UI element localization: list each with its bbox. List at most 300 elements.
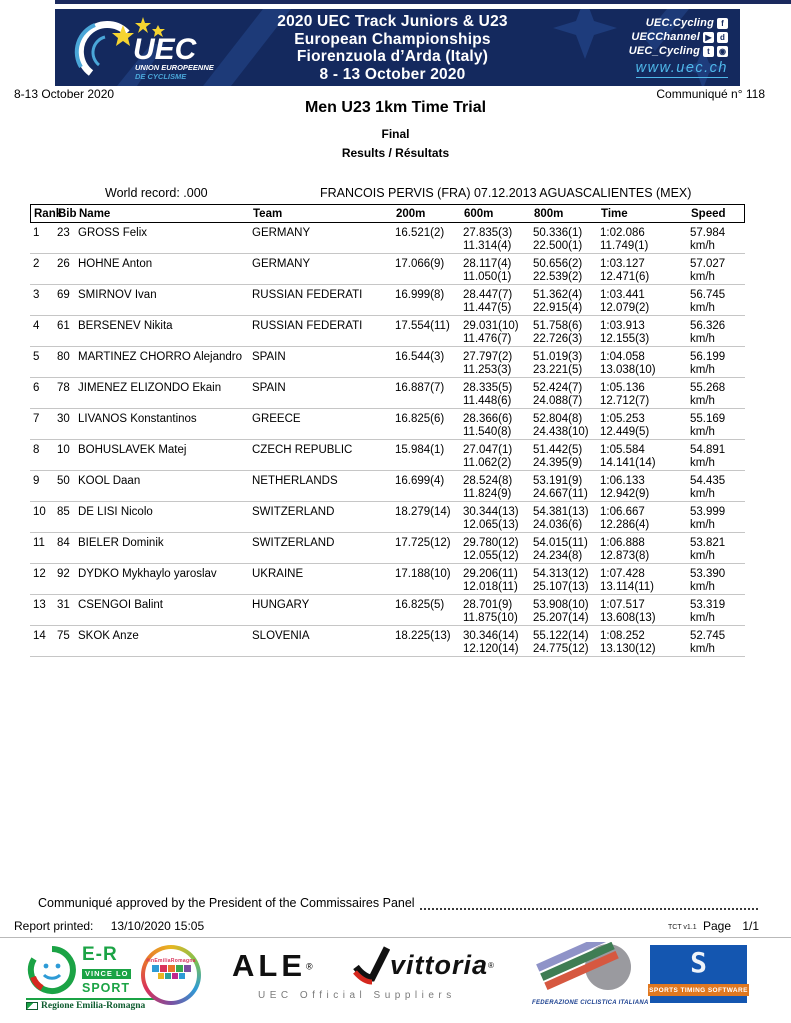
cell-800m-last: 24.036(6) <box>533 518 583 531</box>
cell-800m <box>533 506 600 531</box>
cell-600m-last: 12.055(12) <box>463 549 519 562</box>
cell-time-total: 1:03.441 <box>600 289 645 301</box>
cell-800m <box>533 351 600 376</box>
cell-name: SKOK Anze <box>78 630 139 642</box>
cell-bib: 31 <box>57 599 70 611</box>
cell-time-last: 12.286(4) <box>600 518 650 531</box>
cell-time <box>600 351 690 376</box>
cell-800m <box>533 599 600 624</box>
cell-time <box>600 413 690 438</box>
cell-team: GERMANY <box>252 258 311 270</box>
cell-speed: 55.169 km/h <box>690 413 726 438</box>
facebook-icon: f <box>717 18 728 29</box>
results-label: Results / Résultats <box>341 146 450 160</box>
table-row <box>30 223 745 254</box>
cell-team: CZECH REPUBLIC <box>252 444 353 456</box>
cell-600m <box>463 289 533 314</box>
cell-team: GREECE <box>252 413 301 425</box>
cell-800m <box>533 568 600 593</box>
cell-rank: 9 <box>33 475 40 487</box>
banner-title-line4: 8 - 13 October 2020 <box>319 65 466 83</box>
cell-speed: 52.745 km/h <box>690 630 726 655</box>
cell-600m <box>463 227 533 252</box>
cell-time <box>600 475 690 500</box>
cell-600m-split: 28.524(8) <box>463 475 513 487</box>
cell-800m <box>533 258 600 283</box>
world-record-holder: FRANCOIS PERVIS (FRA) 07.12.2013 AGUASCALIENTES (MEX) <box>320 186 692 200</box>
page-label: Page <box>703 919 732 933</box>
column-header-800m: 800m <box>534 207 564 220</box>
cell-name: JIMENEZ ELIZONDO Ekain <box>78 382 222 394</box>
cell-time-last: 12.449(5) <box>600 425 650 438</box>
cell-bib: 26 <box>57 258 70 270</box>
cell-600m-split: 27.047(1) <box>463 444 513 456</box>
column-header-team: Team <box>253 207 283 220</box>
uec-official-suppliers-caption: UEC Official Suppliers <box>258 990 456 1001</box>
iner-mosaic-row1 <box>145 965 197 972</box>
cell-600m-split: 28.701(9) <box>463 599 513 611</box>
in-emilia-romagna-hashtag: #inEmiliaRomagna <box>146 958 196 964</box>
table-row <box>30 316 745 347</box>
banner-title-line2: European Championships <box>294 30 491 48</box>
social-row-facebook[interactable] <box>629 16 728 30</box>
cell-bib: 75 <box>57 630 70 642</box>
cell-600m-split: 30.344(13) <box>463 506 519 518</box>
column-header-speed: Speed <box>691 207 726 220</box>
cell-800m <box>533 444 600 469</box>
cell-time-total: 1:08.252 <box>600 630 645 642</box>
dailymotion-icon: d <box>717 32 728 43</box>
cell-time-last: 12.079(2) <box>600 301 650 314</box>
column-header-bib: Bib <box>58 207 77 220</box>
column-header-name: Name <box>79 207 111 220</box>
table-row <box>30 502 745 533</box>
world-record-label: World record: .000 <box>105 186 208 200</box>
vittoria-brand: vittoria <box>390 949 489 980</box>
cell-speed: 53.390 km/h <box>690 568 726 593</box>
table-row <box>30 471 745 502</box>
cell-200m: 15.984(1) <box>395 444 445 456</box>
banner-title <box>195 13 590 83</box>
cell-bib: 85 <box>57 506 70 518</box>
cell-600m-split: 29.780(12) <box>463 537 519 549</box>
event-date-range: 8-13 October 2020 <box>14 87 115 101</box>
event-title: Men U23 1km Time Trial <box>304 99 487 116</box>
cell-600m <box>463 630 533 655</box>
cell-time-last: 11.749(1) <box>600 239 649 252</box>
sports-timing-software-logo <box>650 945 747 1003</box>
table-row <box>30 285 745 316</box>
cell-rank: 5 <box>33 351 40 363</box>
cell-600m <box>463 320 533 345</box>
cell-speed: 53.821 km/h <box>690 537 726 562</box>
cell-time-total: 1:06.133 <box>600 475 645 487</box>
cell-name: BOHUSLAVEK Matej <box>78 444 187 456</box>
cell-speed: 55.268 km/h <box>690 382 726 407</box>
cell-speed: 57.984 km/h <box>690 227 726 252</box>
cell-200m: 16.887(7) <box>395 382 445 394</box>
cell-speed: 57.027 km/h <box>690 258 726 283</box>
table-row <box>30 440 745 471</box>
cell-200m: 17.066(9) <box>395 258 445 270</box>
cell-bib: 69 <box>57 289 70 301</box>
cell-name: DYDKO Mykhaylo yaroslav <box>78 568 217 580</box>
sts-orange-band <box>648 984 749 996</box>
social-row-twitter[interactable] <box>629 44 728 58</box>
cell-200m: 17.554(11) <box>395 320 450 332</box>
cell-800m-split: 51.362(4) <box>533 289 583 301</box>
star-icon <box>135 17 151 33</box>
page-value: 1/1 <box>742 919 760 933</box>
cell-600m-last: 11.314(4) <box>463 239 512 252</box>
instagram-icon: ◉ <box>717 46 728 57</box>
cell-600m-last: 11.540(8) <box>463 425 512 438</box>
cell-200m: 18.279(14) <box>395 506 451 518</box>
results-table-body <box>30 223 745 657</box>
vittoria-v-icon <box>352 945 390 985</box>
cell-800m-split: 53.908(10) <box>533 599 589 611</box>
ale-logo <box>232 950 313 981</box>
social-links <box>629 16 728 78</box>
signature-dotted-line <box>420 908 758 910</box>
cell-800m <box>533 227 600 252</box>
youtube-label: UECChannel <box>631 31 700 43</box>
software-version: TCT v1.1 <box>668 924 697 931</box>
cell-time-last: 13.608(13) <box>600 611 656 624</box>
cell-time-total: 1:05.584 <box>600 444 645 456</box>
uec-swirl-blue-inner <box>93 37 105 65</box>
cell-800m-last: 24.088(7) <box>533 394 583 407</box>
cell-200m: 16.825(6) <box>395 413 445 425</box>
column-header-rank: Rank <box>34 207 63 220</box>
banner-title-line3: Fiorenzuola d’Arda (Italy) <box>296 48 489 65</box>
cell-800m <box>533 320 600 345</box>
column-header-200m: 200m <box>396 207 426 220</box>
table-row <box>30 254 745 285</box>
cell-600m-split: 30.346(14) <box>463 630 519 642</box>
cell-600m-split: 29.031(10) <box>463 320 519 332</box>
cell-600m-split: 28.447(7) <box>463 289 513 301</box>
cell-600m-last: 12.018(11) <box>463 580 518 593</box>
uec-logo-org1: UNION EUROPEENNE <box>135 63 214 72</box>
cell-600m-split: 27.835(3) <box>463 227 513 239</box>
cell-bib: 10 <box>57 444 70 456</box>
sts-caption: SPORTS TIMING SOFTWARE <box>649 986 748 994</box>
cell-800m <box>533 413 600 438</box>
table-row <box>30 626 745 657</box>
sts-s-letter: S <box>690 946 707 979</box>
cell-200m: 16.699(4) <box>395 475 445 487</box>
cell-600m-split: 28.366(6) <box>463 413 513 425</box>
er-region-label: Regione Emilia-Romagna <box>41 1001 146 1011</box>
table-row <box>30 409 745 440</box>
cell-800m <box>533 537 600 562</box>
cell-600m <box>463 444 533 469</box>
cell-rank: 6 <box>33 382 40 394</box>
world-record-row <box>30 186 745 201</box>
er-smiley-icon <box>26 944 78 996</box>
cell-time-last: 13.038(10) <box>600 363 656 376</box>
fci-logo <box>532 942 649 1006</box>
cell-rank: 14 <box>33 630 46 642</box>
report-printed-label: Report printed: <box>14 919 94 933</box>
cell-name: KOOL Daan <box>78 475 141 487</box>
cell-800m-last: 24.234(8) <box>533 549 583 562</box>
social-row-youtube[interactable] <box>629 30 728 44</box>
cell-800m-last: 22.539(2) <box>533 270 583 283</box>
er-vince-lo: VINCE LO <box>82 969 131 979</box>
cell-time-total: 1:03.913 <box>600 320 645 332</box>
cell-name: MARTINEZ CHORRO Alejandro <box>78 351 243 363</box>
cell-800m-last: 22.726(3) <box>533 332 583 345</box>
cell-bib: 84 <box>57 537 70 549</box>
cell-800m-split: 51.442(5) <box>533 444 583 456</box>
cell-rank: 12 <box>33 568 46 580</box>
cell-time-last: 12.942(9) <box>600 487 650 500</box>
cell-600m-last: 12.065(13) <box>463 518 519 531</box>
cell-600m-last: 11.050(1) <box>463 270 512 283</box>
top-accent-line <box>55 0 791 4</box>
cell-time <box>600 258 690 283</box>
cell-600m-last: 11.447(5) <box>463 301 512 314</box>
cell-team: NETHERLANDS <box>252 475 338 487</box>
cell-time <box>600 568 690 593</box>
fci-emblem-icon <box>532 942 642 994</box>
cell-800m <box>533 382 600 407</box>
cell-rank: 7 <box>33 413 40 425</box>
round-title: Final <box>381 127 410 141</box>
cell-800m-last: 23.221(5) <box>533 363 583 376</box>
cell-800m-split: 54.313(12) <box>533 568 589 580</box>
facebook-label: UEC.Cycling <box>645 17 714 29</box>
cell-time-last: 12.155(3) <box>600 332 650 345</box>
cell-time <box>600 599 690 624</box>
cell-600m <box>463 351 533 376</box>
cell-800m <box>533 289 600 314</box>
cell-800m-split: 51.019(3) <box>533 351 583 363</box>
cell-600m <box>463 382 533 407</box>
cell-800m-last: 25.207(14) <box>533 611 589 624</box>
cell-200m: 16.999(8) <box>395 289 445 301</box>
er-flag-icon <box>26 1002 38 1010</box>
cell-bib: 80 <box>57 351 70 363</box>
cell-name: SMIRNOV Ivan <box>78 289 157 301</box>
cell-speed: 53.319 km/h <box>690 599 726 624</box>
cell-600m <box>463 537 533 562</box>
cell-800m-last: 22.500(1) <box>533 239 583 252</box>
cell-600m-last: 11.448(6) <box>463 394 512 407</box>
cell-time <box>600 382 690 407</box>
cell-800m-split: 55.122(14) <box>533 630 589 642</box>
cell-rank: 1 <box>33 227 40 239</box>
youtube-icon: ▶ <box>703 32 714 43</box>
report-printed-row <box>14 919 204 933</box>
cell-800m-split: 53.191(9) <box>533 475 583 487</box>
cell-time-total: 1:05.253 <box>600 413 645 425</box>
cell-600m <box>463 599 533 624</box>
cell-time-last: 12.712(7) <box>600 394 650 407</box>
uec-logo-org2: DE CYCLISME <box>135 72 187 81</box>
cell-time-total: 1:04.058 <box>600 351 645 363</box>
cell-rank: 11 <box>33 537 45 549</box>
cell-800m-last: 25.107(13) <box>533 580 589 593</box>
cell-speed: 56.199 km/h <box>690 351 726 376</box>
cell-800m-split: 54.381(13) <box>533 506 589 518</box>
cell-800m-split: 50.656(2) <box>533 258 583 270</box>
cell-team: SPAIN <box>252 382 286 394</box>
cell-bib: 23 <box>57 227 70 239</box>
cell-team: SWITZERLAND <box>252 537 335 549</box>
cell-time <box>600 630 690 655</box>
cell-time <box>600 227 690 252</box>
fci-caption: FEDERAZIONE CICLISTICA ITALIANA <box>532 1000 649 1006</box>
cell-team: UKRAINE <box>252 568 304 580</box>
cell-time-last: 13.114(11) <box>600 580 654 593</box>
cell-time-last: 12.471(6) <box>600 270 650 283</box>
cell-800m-split: 51.758(6) <box>533 320 583 332</box>
uec-logo-brand: UEC <box>133 33 197 66</box>
cell-time <box>600 444 690 469</box>
twitter-label: UEC_Cycling <box>628 45 700 57</box>
cell-time-total: 1:06.667 <box>600 506 645 518</box>
footer-divider <box>0 937 791 938</box>
twitter-icon: t <box>703 46 714 57</box>
communique-number: Communiqué n° 118 <box>656 87 765 101</box>
cell-rank: 10 <box>33 506 46 518</box>
cell-name: GROSS Felix <box>78 227 148 239</box>
cell-time-total: 1:03.127 <box>600 258 645 270</box>
cell-time-total: 1:05.136 <box>600 382 645 394</box>
cell-team: RUSSIAN FEDERATI <box>252 289 363 301</box>
cell-200m: 17.188(10) <box>395 568 451 580</box>
cell-800m <box>533 475 600 500</box>
cell-600m-split: 28.117(4) <box>463 258 512 270</box>
cell-rank: 2 <box>33 258 40 270</box>
cell-800m-last: 24.775(12) <box>533 642 589 655</box>
sponsor-strip <box>0 942 791 1017</box>
cell-600m <box>463 568 533 593</box>
cell-600m <box>463 506 533 531</box>
cell-bib: 50 <box>57 475 70 487</box>
er-sport-word: SPORT <box>82 981 131 996</box>
cell-time <box>600 320 690 345</box>
cell-speed: 54.435 km/h <box>690 475 726 500</box>
banner-title-line1: 2020 UEC Track Juniors & U23 <box>277 13 508 30</box>
column-header-time: Time <box>601 207 628 220</box>
cell-800m-last: 24.395(9) <box>533 456 583 469</box>
approved-note: Communiqué approved by the President of the Commissaires Panel <box>38 896 415 910</box>
results-table-header <box>30 204 745 223</box>
cell-600m <box>463 258 533 283</box>
cell-200m: 16.544(3) <box>395 351 445 363</box>
table-row <box>30 533 745 564</box>
cell-600m-split: 29.206(11) <box>463 568 518 580</box>
cell-speed: 56.326 km/h <box>690 320 726 345</box>
cell-600m-last: 11.875(10) <box>463 611 518 624</box>
cell-speed: 54.891 km/h <box>690 444 726 469</box>
cell-800m-last: 24.438(10) <box>533 425 589 438</box>
cell-600m-last: 11.062(2) <box>463 456 512 469</box>
cell-team: RUSSIAN FEDERATI <box>252 320 363 332</box>
cell-name: DE LISI Nicolo <box>78 506 153 518</box>
cell-200m: 16.825(5) <box>395 599 445 611</box>
cell-800m-split: 50.336(1) <box>533 227 583 239</box>
table-row <box>30 564 745 595</box>
cell-speed: 56.745 km/h <box>690 289 726 314</box>
cell-name: CSENGOI Balint <box>78 599 163 611</box>
cell-bib: 78 <box>57 382 70 394</box>
cell-team: HUNGARY <box>252 599 310 611</box>
cell-time-total: 1:07.517 <box>600 599 645 611</box>
vittoria-logo <box>352 945 494 985</box>
header-banner <box>55 9 740 86</box>
cell-time-total: 1:06.888 <box>600 537 645 549</box>
cell-800m-last: 22.915(4) <box>533 301 583 314</box>
cell-rank: 8 <box>33 444 40 456</box>
column-header-600m: 600m <box>464 207 494 220</box>
cell-600m-last: 11.476(7) <box>463 332 512 345</box>
cell-rank: 3 <box>33 289 40 301</box>
cell-team: SPAIN <box>252 351 286 363</box>
cell-speed: 53.999 km/h <box>690 506 726 531</box>
cell-name: LIVANOS Konstantinos <box>78 413 197 425</box>
cell-rank: 4 <box>33 320 40 332</box>
ale-registered-mark: ® <box>306 961 313 972</box>
cell-time-last: 12.873(8) <box>600 549 650 562</box>
cell-200m: 16.521(2) <box>395 227 445 239</box>
cell-bib: 61 <box>57 320 70 332</box>
cell-bib: 30 <box>57 413 70 425</box>
cell-time-last: 13.130(12) <box>600 642 656 655</box>
cell-name: BERSENEV Nikita <box>78 320 173 332</box>
cell-600m-split: 28.335(5) <box>463 382 513 394</box>
report-printed-value: 13/10/2020 15:05 <box>110 919 205 933</box>
cell-name: HOHNE Anton <box>78 258 153 270</box>
cell-600m <box>463 475 533 500</box>
cell-name: BIELER Dominik <box>78 537 164 549</box>
cell-time-last: 14.141(14) <box>600 456 656 469</box>
cell-time <box>600 506 690 531</box>
vittoria-registered-mark: ® <box>488 960 494 970</box>
cell-800m-last: 24.667(11) <box>533 487 588 500</box>
cell-team: GERMANY <box>252 227 311 239</box>
cell-time-total: 1:02.086 <box>600 227 645 239</box>
cell-600m-last: 11.824(9) <box>463 487 512 500</box>
table-row <box>30 595 745 626</box>
cell-time <box>600 537 690 562</box>
in-emilia-romagna-logo <box>141 945 201 1005</box>
cell-time-total: 1:07.428 <box>600 568 645 580</box>
iner-mosaic-row2 <box>145 973 197 979</box>
ale-brand: ALE <box>232 948 306 983</box>
table-row <box>30 347 745 378</box>
cell-600m-last: 11.253(3) <box>463 363 512 376</box>
cell-200m: 17.725(12) <box>395 537 451 549</box>
website-link[interactable]: www.uec.ch <box>635 60 728 76</box>
cell-team: SLOVENIA <box>252 630 310 642</box>
cell-200m: 18.225(13) <box>395 630 451 642</box>
cell-800m <box>533 630 600 655</box>
cell-600m-split: 27.797(2) <box>463 351 513 363</box>
page-number <box>703 919 759 933</box>
cell-600m-last: 12.120(14) <box>463 642 519 655</box>
cell-600m <box>463 413 533 438</box>
er-name: E-R <box>82 944 118 966</box>
cell-time <box>600 289 690 314</box>
table-row <box>30 378 745 409</box>
cell-800m-split: 52.804(8) <box>533 413 583 425</box>
cell-800m-split: 52.424(7) <box>533 382 583 394</box>
